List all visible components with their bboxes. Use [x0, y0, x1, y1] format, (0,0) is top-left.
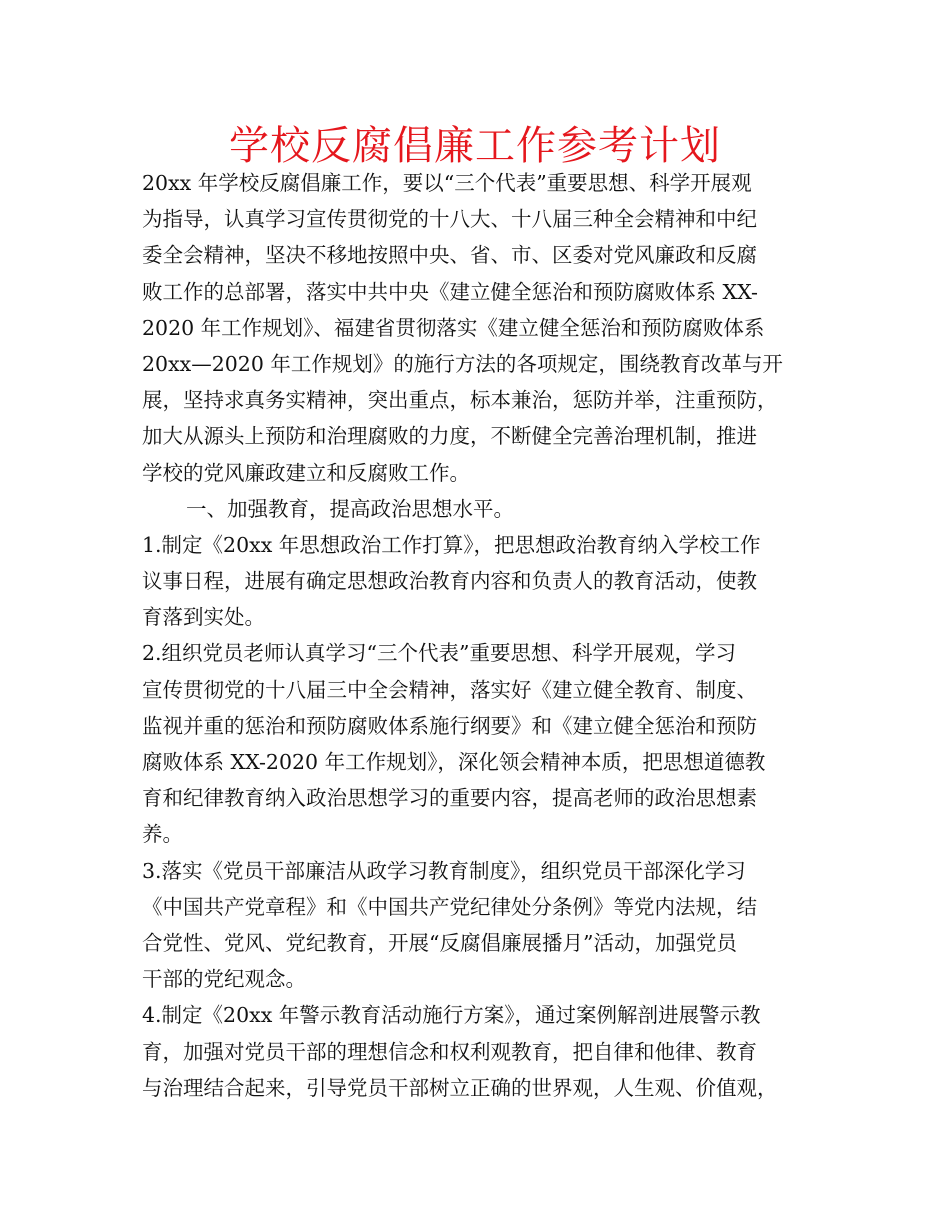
body-line: 腐败体系 XX-2020 年工作规划》，深化领会精神本质，把思想道德教: [142, 750, 766, 774]
body-line: 与治理结合起来，引导党员干部树立正确的世界观，人生观、价值观，: [142, 1075, 778, 1100]
body-line: 败工作的总部署，落实中共中央《建立健全惩治和预防腐败体系 XX-: [142, 279, 758, 304]
body-line: 干部的党纪观念。: [142, 967, 306, 992]
body-line: 宣传贯彻党的十八届三中全会精神，落实好《建立健全教育、制度、: [142, 677, 757, 702]
body-line: 为指导，认真学习宣传贯彻党的十八大、十八届三种全会精神和中纪: [142, 207, 757, 232]
body-line: 加大从源头上预防和治理腐败的力度，不断健全完善治理机制，推进: [142, 424, 757, 449]
body-line: 展，坚持求真务实精神，突出重点，标本兼治，惩防并举，注重预防，: [142, 388, 778, 413]
body-line: 20xx 年学校反腐倡廉工作，要以“三个代表”重要思想、科学开展观: [142, 171, 752, 195]
body-line: 1.制定《20xx 年思想政治工作打算》，把思想政治教育纳入学校工作: [142, 532, 761, 557]
body-line: 3.落实《党员干部廉洁从政学习教育制度》，组织党员干部深化学习: [142, 858, 746, 883]
body-line: 2.组织党员老师认真学习“三个代表”重要思想、科学开展观，学习: [142, 641, 737, 666]
body-line: 《中国共产党章程》和《中国共产党纪律处分条例》等党内法规，结: [142, 894, 757, 919]
body-line: 4.制定《20xx 年警示教育活动施行方案》，通过案例解剖进展警示教: [142, 1003, 761, 1028]
body-line: 养。: [142, 822, 183, 847]
body-line: 委全会精神，坚决不移地按照中央、省、市、区委对党风廉政和反腐: [142, 243, 757, 268]
body-line: 合党性、党风、党纪教育，开展“反腐倡廉展播月”活动，加强党员: [142, 930, 737, 955]
body-line: 育和纪律教育纳入政治思想学习的重要内容，提高老师的政治思想素: [142, 786, 757, 811]
body-line: 育落到实处。: [142, 605, 265, 630]
body-line: 议事日程，进展有确定思想政治教育内容和负责人的教育活动，使教: [142, 569, 757, 594]
section-heading: 一、加强教育，提高政治思想水平。: [186, 496, 514, 521]
body-line: 学校的党风廉政建立和反腐败工作。: [142, 460, 470, 485]
body-line: 2020 年工作规划》、福建省贯彻落实《建立健全惩治和预防腐败体系: [142, 315, 765, 340]
body-line: 监视并重的惩治和预防腐败体系施行纲要》和《建立健全惩治和预防: [142, 713, 757, 738]
body-line: 育，加强对党员干部的理想信念和权利观教育，把自律和他律、教育: [142, 1039, 757, 1064]
body-line: 20xx—2020 年工作规划》的施行方法的各项规定，围绕教育改革与开: [142, 351, 783, 376]
document-title: 学校反腐倡廉工作参考计划: [229, 123, 721, 169]
document-body: [142, 165, 832, 1106]
